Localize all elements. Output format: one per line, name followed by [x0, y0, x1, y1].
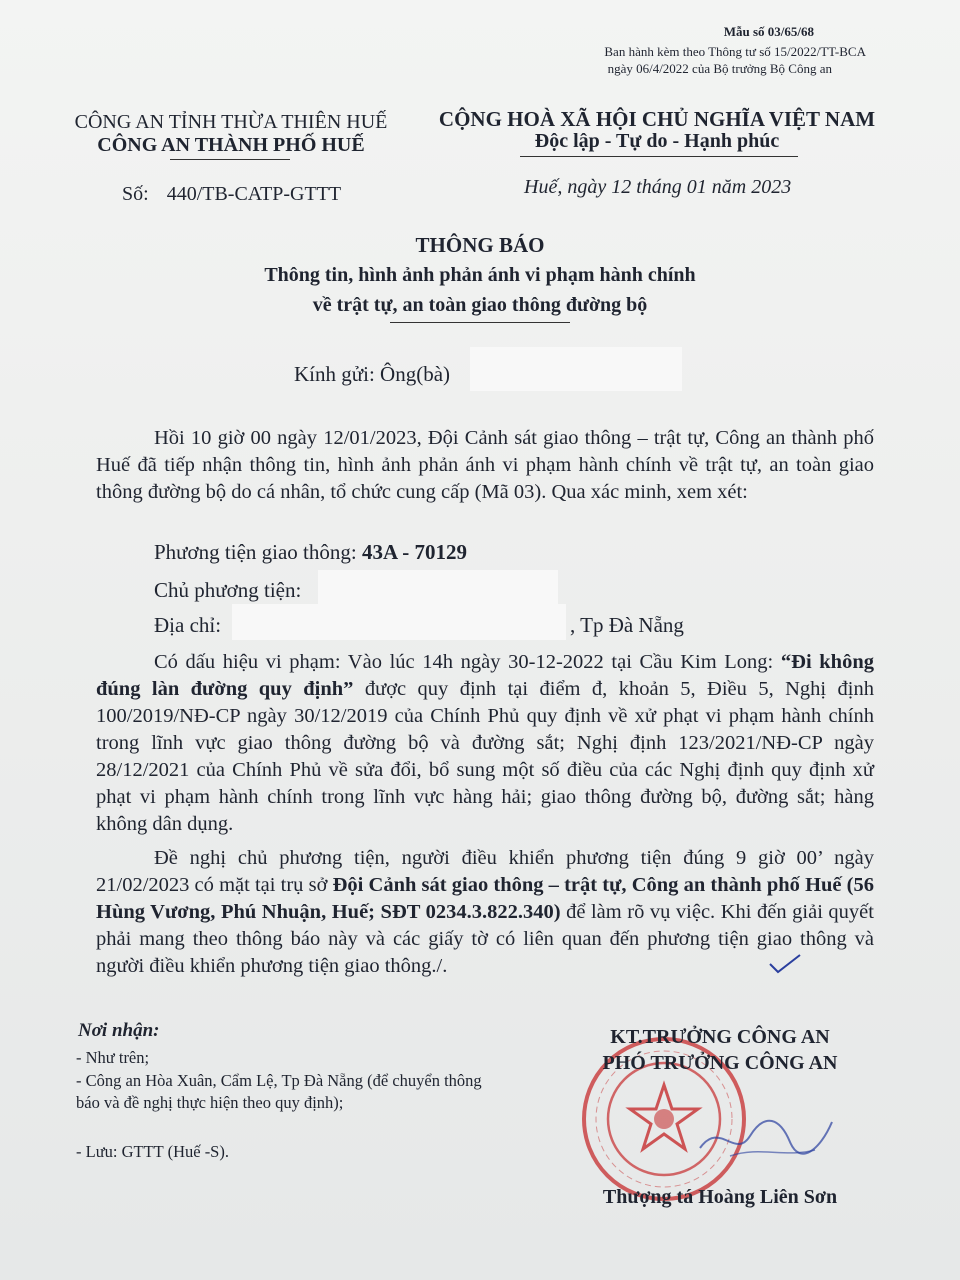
document-number	[122, 183, 341, 206]
motto-underline	[520, 156, 798, 157]
paragraph-2	[96, 649, 874, 838]
address-suffix: , Tp Đà Nẵng	[570, 613, 684, 637]
nation-motto: Độc lập - Tự do - Hạnh phúc	[534, 130, 780, 152]
recipient-item-2: - Công an Hòa Xuân, Cẩm Lệ, Tp Đà Nẵng (để chuyển thông báo và đề nghị thực hiện theo quy định);	[76, 1071, 482, 1112]
violation-name: “Đi không đúng làn đường quy định”	[96, 651, 874, 700]
signer-name: Thượng tá Hoàng Liên Sơn	[602, 1186, 838, 1208]
org-parent: CÔNG AN TỈNH THỪA THIÊN HUẾ	[74, 111, 388, 133]
document-subtitle-1: Thông tin, hình ảnh phản ánh vi phạm hành chính	[264, 264, 696, 286]
form-number: Mẫu số 03/65/68	[723, 24, 814, 39]
form-issued-line-1: Ban hành kèm theo Thông tư số 15/2022/TT-BCA	[604, 44, 866, 59]
handwritten-tick-icon	[768, 952, 802, 976]
handwritten-signature-icon	[690, 1100, 840, 1170]
address-label: Địa chỉ:	[154, 613, 222, 637]
document-number-label: Số:	[122, 183, 149, 205]
paragraph-3	[96, 845, 874, 980]
vehicle-plate: 43A - 70129	[361, 540, 467, 564]
violation-legal-basis: được quy định tại điểm đ, khoản 5, Điều 5, Nghị định 100/2019/NĐ-CP ngày 30/12/2019 của Chính Phủ quy định về xử phạt vi phạm hành chính trong lĩnh vực giao thông đường bộ và đường sắt; Nghị định 123/2021/NĐ-CP ngày 28/12/2021 của Chính Phủ về sửa đổi, bổ sung một số điều của các Nghị định quy định xử phạt vi phạm hành chính trong lĩnh vực hàng hải; giao thông đường bộ, đường sắt; hàng không dân dụng.	[96, 678, 874, 835]
form-issued-line-2: ngày 06/4/2022 của Bộ trưởng Bộ Công an	[607, 61, 832, 76]
vehicle-label: Phương tiện giao thông:	[154, 540, 357, 564]
redacted-recipient	[470, 347, 682, 391]
redacted-address	[232, 604, 566, 640]
org-name: CÔNG AN THÀNH PHỐ HUẾ	[97, 134, 365, 156]
document-subtitle-2: về trật tự, an toàn giao thông đường bộ	[312, 294, 648, 316]
redacted-owner	[318, 570, 558, 608]
org-underline	[170, 159, 290, 160]
office-address: Đội Cảnh sát giao thông – trật tự, Công an thành phố Huế (56 Hùng Vương, Phú Nhuận, Huế; SĐT 0234.3.822.340)	[96, 874, 875, 923]
document-title: THÔNG BÁO	[415, 233, 545, 257]
request-details: để làm rõ vụ việc. Khi đến giải quyết phải mang theo thông báo này và các giấy tờ có liên quan đến phương tiện giao thông và người điều khiển phương tiện giao thông./.	[96, 901, 874, 977]
nation-title: CỘNG HOÀ XÃ HỘI CHỦ NGHĨA VIỆT NAM	[438, 107, 876, 131]
salutation: Kính gửi: Ông(bà)	[294, 362, 451, 386]
document-number-value: 440/TB-CATP-GTTT	[166, 183, 342, 205]
place-date: Huế, ngày 12 tháng 01 năm 2023	[524, 176, 792, 198]
recipients-title: Nơi nhận:	[78, 1020, 160, 1041]
recipient-item-3: - Lưu: GTTT (Huế -S).	[76, 1142, 229, 1161]
signature-title-1: KT.TRƯỞNG CÔNG AN	[610, 1026, 830, 1048]
vehicle-line	[154, 540, 467, 565]
recipient-item-1: - Như trên;	[76, 1048, 150, 1067]
request-intro: Đề nghị chủ phương tiện, người điều khiển phương tiện đúng 9 giờ 00’ ngày 21/02/2023 có mặt tại trụ sở	[96, 847, 874, 896]
violation-intro: Có dấu hiệu vi phạm: Vào lúc 14h ngày 30-12-2022 tại Cầu Kim Long:	[154, 651, 781, 673]
signature-title-2: PHÓ TRƯỞNG CÔNG AN	[602, 1052, 838, 1074]
paragraph-1: Hồi 10 giờ 00 ngày 12/01/2023, Đội Cảnh sát giao thông – trật tự, Công an thành phố Huế đã tiếp nhận thông tin, hình ảnh phản ánh vi phạm hành chính về trật tự, an toàn giao thông đường bộ do cá nhân, tổ chức cung cấp (Mã 03). Qua xác minh, xem xét:	[96, 427, 874, 503]
owner-label: Chủ phương tiện:	[154, 578, 302, 602]
subtitle-underline	[390, 322, 570, 323]
